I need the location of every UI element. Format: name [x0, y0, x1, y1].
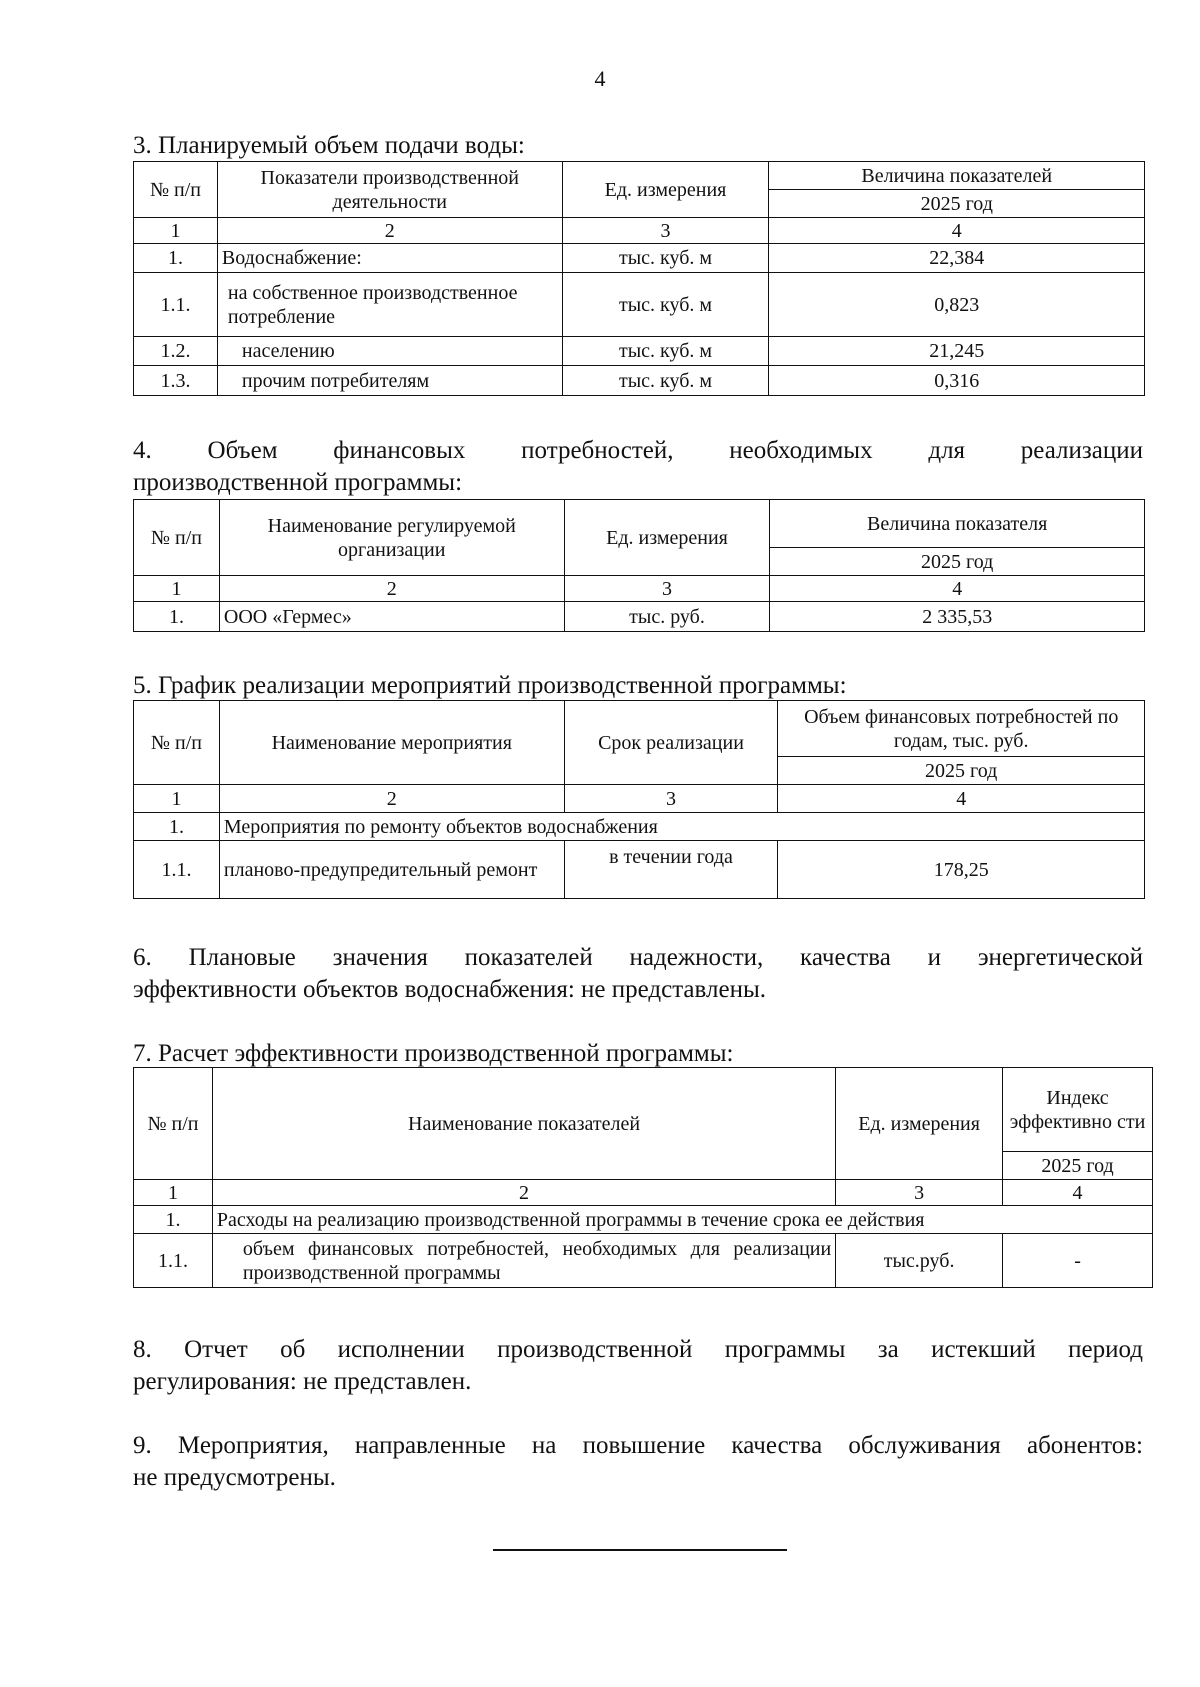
header-year: 2025 год	[778, 757, 1145, 785]
section-6	[133, 942, 1143, 1006]
row-num: 1.2.	[134, 337, 218, 366]
table-row	[134, 366, 1145, 396]
row-name: населению	[217, 337, 562, 366]
row-value: 0,823	[769, 273, 1145, 337]
col-number: 1	[134, 576, 220, 602]
row-term: в течении года	[564, 841, 778, 899]
row-unit: тыс. куб. м	[562, 273, 769, 337]
section-9	[133, 1430, 1143, 1494]
row-unit: тыс. куб. м	[562, 337, 769, 366]
row-value: 178,25	[778, 841, 1145, 899]
table-row	[134, 337, 1145, 366]
efficiency-table	[133, 1067, 1153, 1288]
section-5-title: 5. График реализации мероприятий производственной программы:	[133, 672, 847, 699]
table-row	[134, 841, 1145, 899]
row-unit: тыс. куб. м	[562, 244, 769, 273]
row-value: 2 335,53	[770, 602, 1145, 632]
header-organization: Наименование регулируемой организации	[219, 500, 564, 576]
row-value: 0,316	[769, 366, 1145, 396]
row-name: ООО «Гермес»	[219, 602, 564, 632]
row-num: 1.	[134, 1206, 213, 1234]
header-unit: Ед. измерения	[564, 500, 770, 576]
water-supply-table	[133, 161, 1145, 396]
col-number: 3	[564, 785, 778, 813]
col-number: 2	[219, 785, 564, 813]
row-unit: тыс. руб.	[564, 602, 770, 632]
header-value: Величина показателя	[770, 500, 1145, 548]
row-num: 1.	[134, 602, 220, 632]
col-number: 1	[134, 218, 218, 244]
col-number: 1	[134, 785, 220, 813]
col-number: 1	[134, 1180, 213, 1206]
section-4-line-1: 4. Объем финансовых потребностей, необходимых для реализации	[133, 437, 1143, 464]
row-group-name: Расходы на реализацию производственной программы в течение срока ее действия	[212, 1206, 1152, 1234]
section-8-line-1: 8. Отчет об исполнении производственной программы за истекший период	[133, 1336, 1143, 1363]
header-indicator: Показатели производственной деятельности	[217, 162, 562, 218]
header-num: № п/п	[134, 162, 218, 218]
col-number: 2	[219, 576, 564, 602]
col-number: 3	[562, 218, 769, 244]
section-8	[133, 1334, 1143, 1398]
row-value: 22,384	[769, 244, 1145, 273]
col-number: 3	[836, 1180, 1003, 1206]
row-unit: тыс.руб.	[836, 1234, 1003, 1288]
row-num: 1.1.	[134, 273, 218, 337]
col-number: 2	[212, 1180, 835, 1206]
row-name: Водоснабжение:	[217, 244, 562, 273]
row-name: прочим потребителям	[217, 366, 562, 396]
section-4-line-2: производственной программы:	[133, 469, 463, 496]
header-num: № п/п	[134, 500, 220, 576]
page-number: 4	[594, 66, 606, 91]
header-year: 2025 год	[1003, 1152, 1153, 1180]
row-name: планово-предупредительный ремонт	[219, 841, 564, 899]
header-indicators: Наименование показателей	[212, 1068, 835, 1180]
header-value: Величина показателей	[769, 162, 1145, 190]
table-row	[134, 244, 1145, 273]
table-row	[134, 813, 1145, 841]
row-num: 1.3.	[134, 366, 218, 396]
closing-rule	[493, 1549, 787, 1551]
row-name: объем финансовых потребностей, необходимых для реализации производственной программы	[212, 1234, 835, 1288]
section-8-line-2: регулирования: не представлен.	[133, 1368, 472, 1395]
section-9-line-2: не предусмотрены.	[133, 1464, 336, 1491]
header-value: Объем финансовых потребностей по годам, тыс. руб.	[778, 701, 1145, 757]
header-num: № п/п	[134, 701, 220, 785]
section-9-line-1: 9. Мероприятия, направленные на повышение качества обслуживания абонентов:	[133, 1432, 1143, 1459]
table-row	[134, 1206, 1153, 1234]
row-num: 1.1.	[134, 1234, 213, 1288]
section-6-line-2: эффективности объектов водоснабжения: не представлены.	[133, 976, 766, 1003]
col-number: 4	[778, 785, 1145, 813]
header-index: Индекс эффективно сти	[1003, 1068, 1153, 1152]
header-activity: Наименование мероприятия	[219, 701, 564, 785]
section-6-line-1: 6. Плановые значения показателей надежности, качества и энергетической	[133, 944, 1143, 971]
section-4-title	[133, 435, 1143, 499]
schedule-table	[133, 700, 1145, 899]
header-term: Срок реализации	[564, 701, 778, 785]
section-7-title: 7. Расчет эффективности производственной программы:	[133, 1040, 734, 1067]
section-3-title: 3. Планируемый объем подачи воды:	[133, 132, 525, 159]
row-value: -	[1003, 1234, 1153, 1288]
table-row	[134, 602, 1145, 632]
header-year: 2025 год	[770, 548, 1145, 576]
row-name: на собственное производственное потребление	[217, 273, 562, 337]
row-group-name: Мероприятия по ремонту объектов водоснабжения	[219, 813, 1144, 841]
col-number: 3	[564, 576, 770, 602]
row-num: 1.	[134, 813, 220, 841]
table-row	[134, 1234, 1153, 1288]
col-number: 2	[217, 218, 562, 244]
table-row	[134, 273, 1145, 337]
col-number: 4	[769, 218, 1145, 244]
header-unit: Ед. измерения	[562, 162, 769, 218]
row-unit: тыс. куб. м	[562, 366, 769, 396]
header-year: 2025 год	[769, 190, 1145, 218]
row-num: 1.	[134, 244, 218, 273]
header-num: № п/п	[134, 1068, 213, 1180]
row-value: 21,245	[769, 337, 1145, 366]
financial-needs-table	[133, 499, 1145, 632]
col-number: 4	[1003, 1180, 1153, 1206]
row-num: 1.1.	[134, 841, 220, 899]
header-unit: Ед. измерения	[836, 1068, 1003, 1180]
col-number: 4	[770, 576, 1145, 602]
